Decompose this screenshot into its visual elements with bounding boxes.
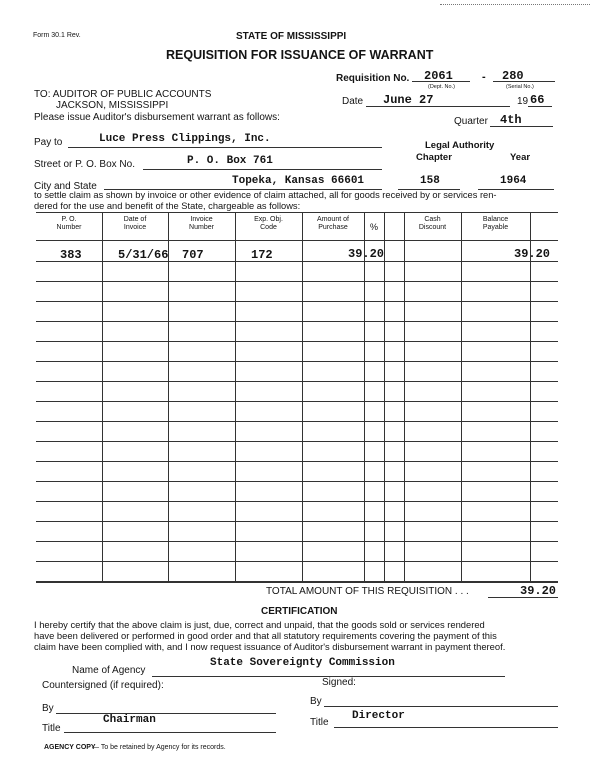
- addressee-line-1: TO: AUDITOR OF PUBLIC ACCOUNTS: [34, 89, 212, 100]
- header-balance-payable-1: Balance: [482, 216, 509, 223]
- form-title: REQUISITION FOR ISSUANCE OF WARRANT: [166, 48, 434, 62]
- header-balance-payable-2: Payable: [482, 224, 509, 231]
- total-label: TOTAL AMOUNT OF THIS REQUISITION . . .: [266, 586, 469, 597]
- settle-claim-text-2: dered for the use and benefit of the State, chargeable as follows:: [34, 201, 301, 211]
- city-label: City and State: [34, 181, 97, 192]
- top-edge-dots: [440, 4, 590, 5]
- title-left-value: Chairman: [103, 714, 156, 726]
- header-exp-obj-code-2: Code: [260, 224, 277, 231]
- date-value: June 27: [383, 93, 434, 107]
- header-cash-discount-1: Cash: [424, 216, 441, 223]
- header-invoice-date-1: Date of: [123, 216, 147, 223]
- header-cash-discount-2: Discount: [418, 224, 447, 231]
- date-year: 66: [530, 93, 545, 107]
- cell-invoice-date: 5/31/66: [118, 248, 169, 262]
- header-po-number-1: P. O.: [61, 216, 77, 223]
- form-number: Form 30.1 Rev.: [33, 32, 81, 39]
- cell-exp-obj-code: 172: [251, 248, 273, 262]
- agency-label: Name of Agency: [72, 665, 146, 676]
- requisition-serial-no: 280: [502, 69, 524, 83]
- settle-claim-text-1: to settle claim as shown by invoice or other evidence of claim attached, all for goods received by or services ren-: [34, 190, 497, 200]
- title-label-left: Title: [42, 723, 61, 734]
- addressee-line-2: JACKSON, MISSISSIPPI: [56, 100, 169, 111]
- certification-line-1: I hereby certify that the above claim is just, due, correct and unpaid, that the goods sold or services rendered: [34, 619, 485, 630]
- street-label: Street or P. O. Box No.: [34, 159, 135, 170]
- addressee-instruction: Please issue Auditor's disbursement warrant as follows:: [34, 112, 280, 123]
- cell-amount: 39.20: [348, 247, 385, 261]
- header-invoice-number-2: Number: [189, 224, 214, 231]
- certification-line-2: have been delivered or performed in good order and that all statutory requirements covering the payment of this: [34, 630, 497, 641]
- signed-label: Signed:: [322, 677, 356, 688]
- quarter-label: Quarter: [454, 116, 488, 127]
- state-heading: STATE OF MISSISSIPPI: [236, 31, 347, 42]
- legal-year-value: 1964: [500, 175, 527, 187]
- countersigned-label: Countersigned (if required):: [42, 680, 164, 691]
- title-right-value: Director: [352, 710, 405, 722]
- certification-line-3: claim have been complied with, and I now request issuance of Auditor's disbursement warrant in payment thereof.: [34, 641, 506, 652]
- chapter-label: Chapter: [416, 152, 452, 163]
- header-amount-of-purchase-2: Purchase: [318, 224, 348, 231]
- chapter-value: 158: [420, 175, 440, 187]
- cell-balance: 39.20: [514, 247, 551, 261]
- header-po-number-2: Number: [56, 224, 82, 231]
- date-label: Date: [342, 96, 364, 107]
- header-amount-of-purchase-1: Amount of: [317, 216, 349, 223]
- requisition-dash: -: [482, 71, 486, 83]
- by-label-right: By: [310, 696, 322, 707]
- header-percent-1: %: [369, 222, 378, 232]
- street-value: P. O. Box 761: [187, 155, 273, 167]
- cell-invoice-number: 707: [182, 248, 204, 262]
- dept-no-caption: (Dept. No.): [428, 84, 455, 90]
- header-invoice-number-1: Invoice: [190, 216, 213, 223]
- city-value: Topeka, Kansas 66601: [232, 175, 365, 187]
- header-invoice-date-2: Invoice: [123, 224, 147, 231]
- serial-no-caption: (Serial No.): [506, 84, 534, 90]
- certification-title: CERTIFICATION: [261, 606, 338, 617]
- agency-copy-label: AGENCY COPY: [44, 744, 96, 751]
- pay-to-value: Luce Press Clippings, Inc.: [99, 133, 271, 145]
- requisition-label: Requisition No.: [336, 73, 410, 84]
- quarter-value: 4th: [500, 113, 522, 127]
- cell-po-number: 383: [60, 248, 82, 262]
- title-label-right: Title: [310, 717, 329, 728]
- header-exp-obj-code-1: Exp. Obj.: [254, 216, 283, 223]
- requisition-dept-no: 2061: [424, 69, 453, 83]
- by-label-left: By: [42, 703, 54, 714]
- date-year-prefix: 19: [517, 96, 529, 107]
- pay-to-label: Pay to: [34, 137, 63, 148]
- agency-value: State Sovereignty Commission: [210, 657, 395, 669]
- year-label: Year: [510, 152, 531, 163]
- agency-copy-text: — To be retained by Agency for its records.: [92, 744, 226, 751]
- total-amount: 39.20: [520, 584, 557, 598]
- legal-authority-label: Legal Authority: [425, 140, 495, 151]
